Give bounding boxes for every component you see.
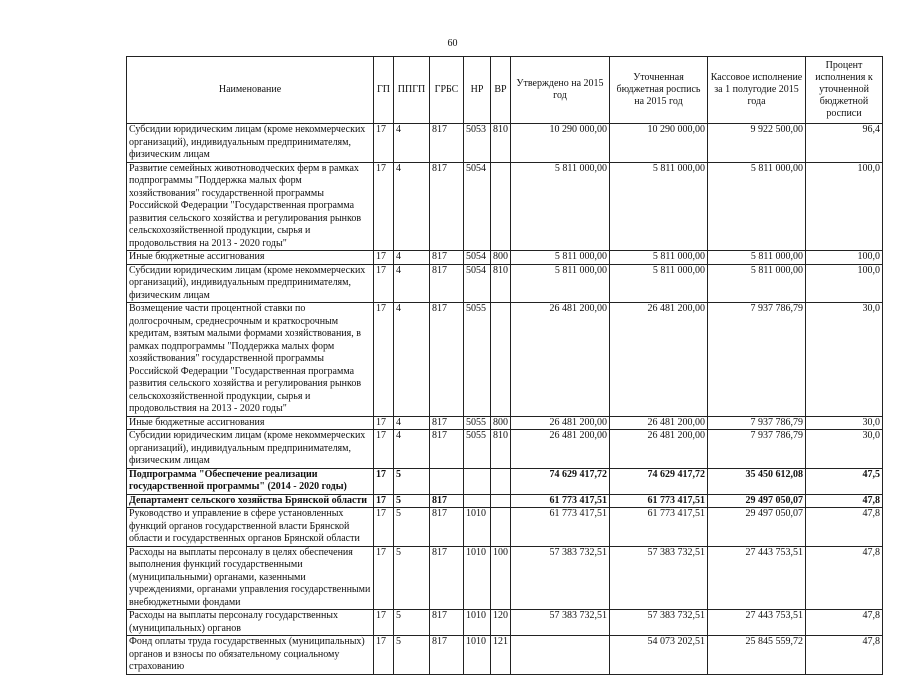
table-cell-grbs: 817 <box>430 264 464 303</box>
table-cell-percent: 47,8 <box>806 636 883 675</box>
table-cell-percent: 30,0 <box>806 416 883 430</box>
table-cell-gp: 17 <box>374 162 394 251</box>
table-row <box>127 251 883 265</box>
table-cell-name: Возмещение части процентной ставки по долгосрочным, среднесрочным и краткосрочным кредитам, взятым малыми формами хозяйствования, в рамках подпрограммы "Поддержка малых форм хозяйствования" государственной программы Российской Федерации "Государственная программа развития сельского хозяйства и регулирования рынков сельскохозяйственной продукции, сырья и продовольствия на 2013 - 2020 годы" <box>127 303 374 417</box>
table-row <box>127 430 883 469</box>
table-cell-ppgp: 4 <box>394 430 430 469</box>
table-cell-gp: 17 <box>374 494 394 508</box>
table-cell-vr <box>491 303 511 417</box>
table-cell-ppgp: 5 <box>394 494 430 508</box>
table-cell-name: Развитие семейных животноводческих ферм в рамках подпрограммы "Поддержка малых форм хозяйствования" государственной программы Российской Федерации "Государственная программа развития сельского хозяйства и регулирования рынков сельскохозяйственной продукции, сырья и продовольствия на 2013 - 2020 годы" <box>127 162 374 251</box>
table-cell-gp: 17 <box>374 546 394 610</box>
table-cell-cash: 5 811 000,00 <box>708 264 806 303</box>
table-row <box>127 508 883 547</box>
table-cell-nr: 5053 <box>464 124 491 163</box>
table-cell-name: Субсидии юридическим лицам (кроме некоммерческих организаций), индивидуальным предпринимателям, физическим лицам <box>127 430 374 469</box>
table-row <box>127 468 883 494</box>
header-nr: НР <box>464 57 491 124</box>
table-row <box>127 494 883 508</box>
header-percent: Процент исполнения к уточненной бюджетной росписи <box>806 57 883 124</box>
table-cell-vr: 121 <box>491 636 511 675</box>
table-cell-cash: 29 497 050,07 <box>708 508 806 547</box>
table-cell-approved: 61 773 417,51 <box>511 508 610 547</box>
table-cell-percent: 47,8 <box>806 508 883 547</box>
table-cell-nr: 1010 <box>464 546 491 610</box>
table-cell-ppgp: 4 <box>394 303 430 417</box>
table-cell-refined: 10 290 000,00 <box>610 124 708 163</box>
table-cell-approved: 5 811 000,00 <box>511 264 610 303</box>
table-cell-name: Фонд оплаты труда государственных (муниципальных) органов и взносы по обязательному социальному страхованию <box>127 636 374 675</box>
table-cell-vr: 810 <box>491 124 511 163</box>
table-cell-name: Субсидии юридическим лицам (кроме некоммерческих организаций), индивидуальным предпринимателям, физическим лицам <box>127 124 374 163</box>
table-cell-refined: 57 383 732,51 <box>610 546 708 610</box>
table-cell-name: Расходы на выплаты персоналу государственных (муниципальных) органов <box>127 610 374 636</box>
table-cell-refined: 5 811 000,00 <box>610 251 708 265</box>
table-cell-nr <box>464 494 491 508</box>
table-cell-nr: 1010 <box>464 508 491 547</box>
table-cell-approved: 10 290 000,00 <box>511 124 610 163</box>
table-row <box>127 162 883 251</box>
table-cell-percent: 47,8 <box>806 610 883 636</box>
table-cell-approved: 57 383 732,51 <box>511 610 610 636</box>
table-cell-gp: 17 <box>374 430 394 469</box>
table-cell-gp: 17 <box>374 508 394 547</box>
table-cell-percent: 47,5 <box>806 468 883 494</box>
table-cell-gp: 17 <box>374 610 394 636</box>
table-cell-approved: 57 383 732,51 <box>511 546 610 610</box>
table-cell-gp: 17 <box>374 124 394 163</box>
table-cell-cash: 5 811 000,00 <box>708 162 806 251</box>
table-cell-vr <box>491 508 511 547</box>
table-cell-vr: 810 <box>491 430 511 469</box>
table-cell-ppgp: 5 <box>394 508 430 547</box>
table-cell-name: Подпрограмма "Обеспечение реализации государственной программы" (2014 - 2020 годы) <box>127 468 374 494</box>
table-cell-ppgp: 4 <box>394 264 430 303</box>
table-cell-gp: 17 <box>374 264 394 303</box>
table-cell-ppgp: 4 <box>394 162 430 251</box>
header-ppgp: ППГП <box>394 57 430 124</box>
table-cell-percent: 96,4 <box>806 124 883 163</box>
table-cell-percent: 30,0 <box>806 430 883 469</box>
table-cell-grbs: 817 <box>430 610 464 636</box>
table-cell-grbs: 817 <box>430 251 464 265</box>
table-cell-nr: 5055 <box>464 416 491 430</box>
table-cell-vr: 120 <box>491 610 511 636</box>
table-cell-approved <box>511 636 610 675</box>
table-cell-cash: 27 443 753,51 <box>708 610 806 636</box>
table-cell-cash: 27 443 753,51 <box>708 546 806 610</box>
table-cell-ppgp: 5 <box>394 546 430 610</box>
table-cell-name: Иные бюджетные ассигнования <box>127 251 374 265</box>
table-cell-vr <box>491 494 511 508</box>
table-cell-refined: 26 481 200,00 <box>610 430 708 469</box>
table-cell-vr <box>491 468 511 494</box>
table-cell-vr: 800 <box>491 251 511 265</box>
table-header-row <box>127 57 883 124</box>
table-cell-gp: 17 <box>374 468 394 494</box>
table-cell-refined: 54 073 202,51 <box>610 636 708 675</box>
header-refined: Уточненная бюджетная роспись на 2015 год <box>610 57 708 124</box>
header-cash: Кассовое исполнение за 1 полугодие 2015 года <box>708 57 806 124</box>
table-cell-refined: 61 773 417,51 <box>610 494 708 508</box>
table-cell-percent: 100,0 <box>806 251 883 265</box>
table-cell-nr: 5054 <box>464 251 491 265</box>
table-cell-cash: 35 450 612,08 <box>708 468 806 494</box>
table-cell-nr: 5055 <box>464 303 491 417</box>
table-cell-cash: 29 497 050,07 <box>708 494 806 508</box>
table-cell-refined: 61 773 417,51 <box>610 508 708 547</box>
table-cell-nr: 5054 <box>464 162 491 251</box>
table-cell-grbs: 817 <box>430 430 464 469</box>
table-cell-nr: 5054 <box>464 264 491 303</box>
budget-table <box>126 56 883 675</box>
table-cell-ppgp: 5 <box>394 468 430 494</box>
table-cell-grbs: 817 <box>430 636 464 675</box>
table-cell-name: Расходы на выплаты персоналу в целях обеспечения выполнения функций государственными (муниципальными) органами, казенными учреждениями, органами управления государственными внебюджетными фондами <box>127 546 374 610</box>
table-cell-percent: 100,0 <box>806 162 883 251</box>
table-cell-approved: 5 811 000,00 <box>511 162 610 251</box>
table-cell-name: Департамент сельского хозяйства Брянской области <box>127 494 374 508</box>
table-cell-approved: 74 629 417,72 <box>511 468 610 494</box>
table-cell-percent: 47,8 <box>806 546 883 610</box>
table-cell-approved: 26 481 200,00 <box>511 303 610 417</box>
table-cell-vr: 800 <box>491 416 511 430</box>
table-cell-nr: 5055 <box>464 430 491 469</box>
table-cell-gp: 17 <box>374 636 394 675</box>
header-vr: ВР <box>491 57 511 124</box>
table-cell-gp: 17 <box>374 251 394 265</box>
header-name: Наименование <box>127 57 374 124</box>
table-cell-cash: 5 811 000,00 <box>708 251 806 265</box>
table-cell-name: Иные бюджетные ассигнования <box>127 416 374 430</box>
table-cell-percent: 100,0 <box>806 264 883 303</box>
table-row <box>127 636 883 675</box>
table-cell-ppgp: 4 <box>394 124 430 163</box>
table-cell-ppgp: 4 <box>394 251 430 265</box>
table-row <box>127 416 883 430</box>
table-cell-grbs: 817 <box>430 508 464 547</box>
table-cell-cash: 25 845 559,72 <box>708 636 806 675</box>
table-cell-refined: 74 629 417,72 <box>610 468 708 494</box>
table-row <box>127 303 883 417</box>
table-cell-nr: 1010 <box>464 636 491 675</box>
table-cell-approved: 61 773 417,51 <box>511 494 610 508</box>
table-cell-grbs: 817 <box>430 303 464 417</box>
table-cell-grbs <box>430 468 464 494</box>
table-row <box>127 124 883 163</box>
table-cell-approved: 26 481 200,00 <box>511 416 610 430</box>
header-gp: ГП <box>374 57 394 124</box>
page-number: 60 <box>447 38 458 49</box>
table-row <box>127 264 883 303</box>
table-cell-percent: 30,0 <box>806 303 883 417</box>
table-cell-grbs: 817 <box>430 546 464 610</box>
table-cell-grbs: 817 <box>430 124 464 163</box>
table-cell-vr: 100 <box>491 546 511 610</box>
table-cell-cash: 7 937 786,79 <box>708 416 806 430</box>
table-cell-ppgp: 5 <box>394 636 430 675</box>
table-cell-refined: 57 383 732,51 <box>610 610 708 636</box>
table-cell-refined: 5 811 000,00 <box>610 162 708 251</box>
table-cell-refined: 26 481 200,00 <box>610 303 708 417</box>
table-cell-refined: 5 811 000,00 <box>610 264 708 303</box>
table-cell-name: Руководство и управление в сфере установленных функций органов государственной власти Брянской области и государственных органов Брянской области <box>127 508 374 547</box>
table-cell-vr <box>491 162 511 251</box>
table-cell-gp: 17 <box>374 416 394 430</box>
table-cell-gp: 17 <box>374 303 394 417</box>
table-cell-nr <box>464 468 491 494</box>
table-cell-percent: 47,8 <box>806 494 883 508</box>
table-cell-nr: 1010 <box>464 610 491 636</box>
table-cell-name: Субсидии юридическим лицам (кроме некоммерческих организаций), индивидуальным предпринимателям, физическим лицам <box>127 264 374 303</box>
table-cell-grbs: 817 <box>430 494 464 508</box>
table-cell-ppgp: 5 <box>394 610 430 636</box>
table-cell-refined: 26 481 200,00 <box>610 416 708 430</box>
table-cell-cash: 7 937 786,79 <box>708 430 806 469</box>
table-row <box>127 546 883 610</box>
header-grbs: ГРБС <box>430 57 464 124</box>
table-row <box>127 610 883 636</box>
table-cell-grbs: 817 <box>430 416 464 430</box>
table-cell-vr: 810 <box>491 264 511 303</box>
table-cell-ppgp: 4 <box>394 416 430 430</box>
table-cell-grbs: 817 <box>430 162 464 251</box>
table-cell-cash: 9 922 500,00 <box>708 124 806 163</box>
table-cell-cash: 7 937 786,79 <box>708 303 806 417</box>
header-approved: Утверждено на 2015 год <box>511 57 610 124</box>
table-cell-approved: 5 811 000,00 <box>511 251 610 265</box>
table-cell-approved: 26 481 200,00 <box>511 430 610 469</box>
